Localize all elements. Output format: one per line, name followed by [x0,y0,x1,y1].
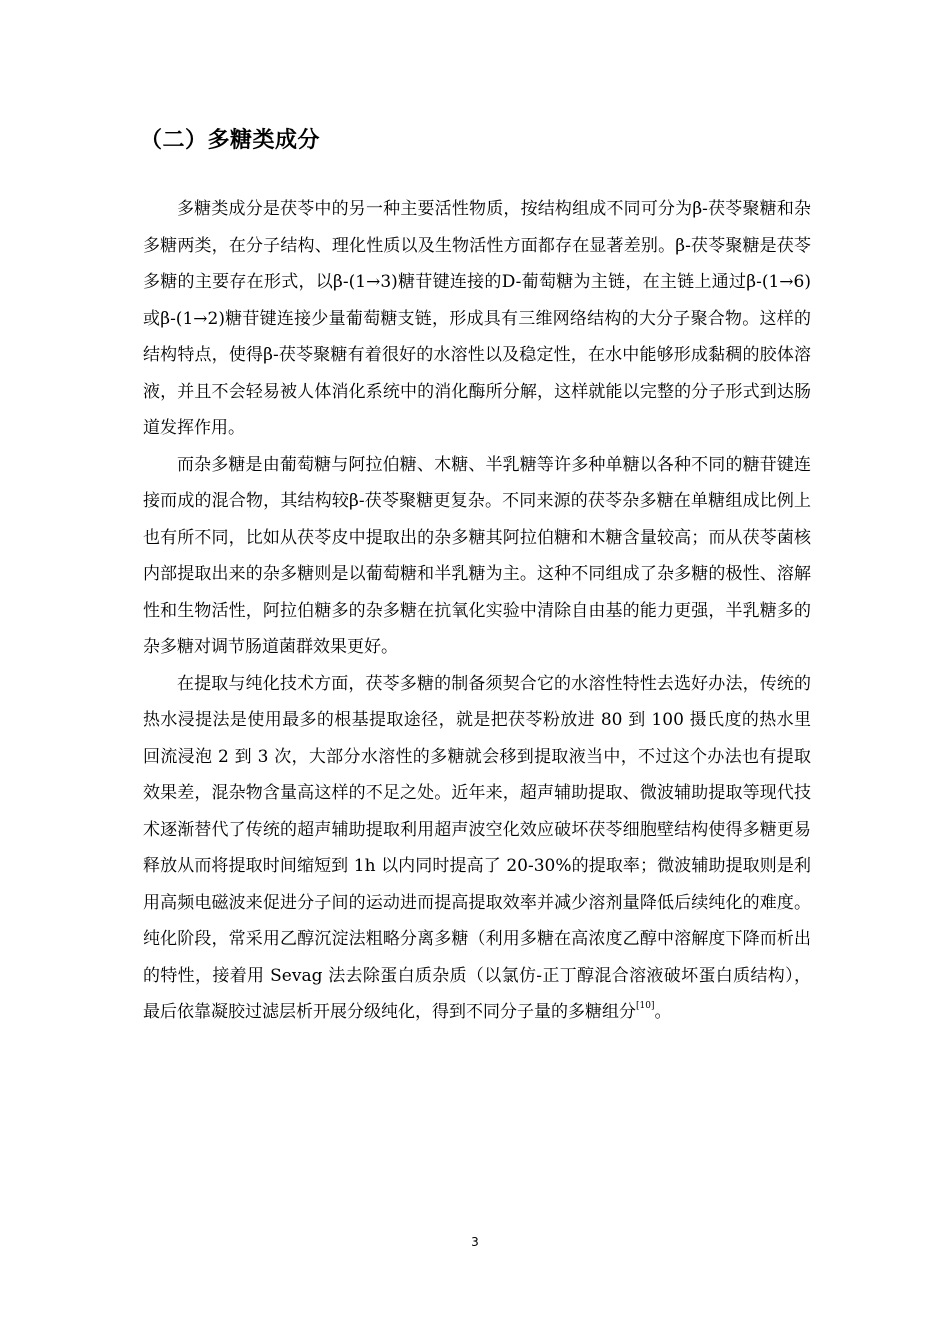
section-heading: （二）多糖类成分 [140,128,321,153]
paragraph-ending-punctuation: 。 [654,1002,672,1022]
page-number: 3 [471,1235,479,1249]
paragraph-extraction-purification [143,666,811,1031]
paragraph-extraction-text: 在提取与纯化技术方面，茯苓多糖的制备须契合它的水溶性特性去选好办法，传统的热水浸提法是使用最多的根基提取途径，就是把茯苓粉放进 80 到 100 摄氏度的热水里回流浸泡 2 到 3 次，大部分水溶性的多糖就会移到提取液当中，不过这个办法也有提取效果差，混杂物含量高这样的不足之处。近年来，超声辅助提取、微波辅助提取等现代技术逐渐替代了传统的超声辅助提取利用超声波空化效应破坏茯苓细胞壁结构使得多糖更易释放从而将提取时间缩短到 1h 以内同时提高了 20-30%的提取率；微波辅助提取则是利用高频电磁波来促进分子间的运动进而提高提取效率并减少溶剂量降低后续纯化的难度。纯化阶段，常采用乙醇沉淀法粗略分离多糖（利用多糖在高浓度乙醇中溶解度下降而析出的特性，接着用 Sevag 法去除蛋白质杂质（以氯仿-正丁醇混合溶液破坏蛋白质结构），最后依靠凝胶过滤层析开展分级纯化，得到不同分子量的多糖组分 [143,673,811,1022]
paragraph-heteropolysaccharide: 而杂多糖是由葡萄糖与阿拉伯糖、木糖、半乳糖等许多种单糖以各种不同的糖苷键连接而成的混合物，其结构较β-茯苓聚糖更复杂。不同来源的茯苓杂多糖在单糖组成比例上也有所不同，比如从茯苓皮中提取出的杂多糖其阿拉伯糖和木糖含量较高；而从茯苓菌核内部提取出来的杂多糖则是以葡萄糖和半乳糖为主。这种不同组成了杂多糖的极性、溶解性和生物活性，阿拉伯糖多的杂多糖在抗氧化实验中清除自由基的能力更强，半乳糖多的杂多糖对调节肠道菌群效果更好。 [143,454,811,657]
citation-reference: [10] [636,1001,655,1011]
body-text [143,191,811,1031]
paragraph-polysaccharide-overview: 多糖类成分是茯苓中的另一种主要活性物质，按结构组成不同可分为β-茯苓聚糖和杂多糖两类，在分子结构、理化性质以及生物活性方面都存在显著差别。β-茯苓聚糖是茯苓多糖的主要存在形式，以β-(1→3)糖苷键连接的D-葡萄糖为主链，在主链上通过β-(1→6)或β-(1→2)糖苷键连接少量葡萄糖支链，形成具有三维网络结构的大分子聚合物。这样的结构特点，使得β-茯苓聚糖有着很好的水溶性以及稳定性，在水中能够形成黏稠的胶体溶液，并且不会轻易被人体消化系统中的消化酶所分解，这样就能以完整的分子形式到达肠道发挥作用。 [143,199,811,438]
